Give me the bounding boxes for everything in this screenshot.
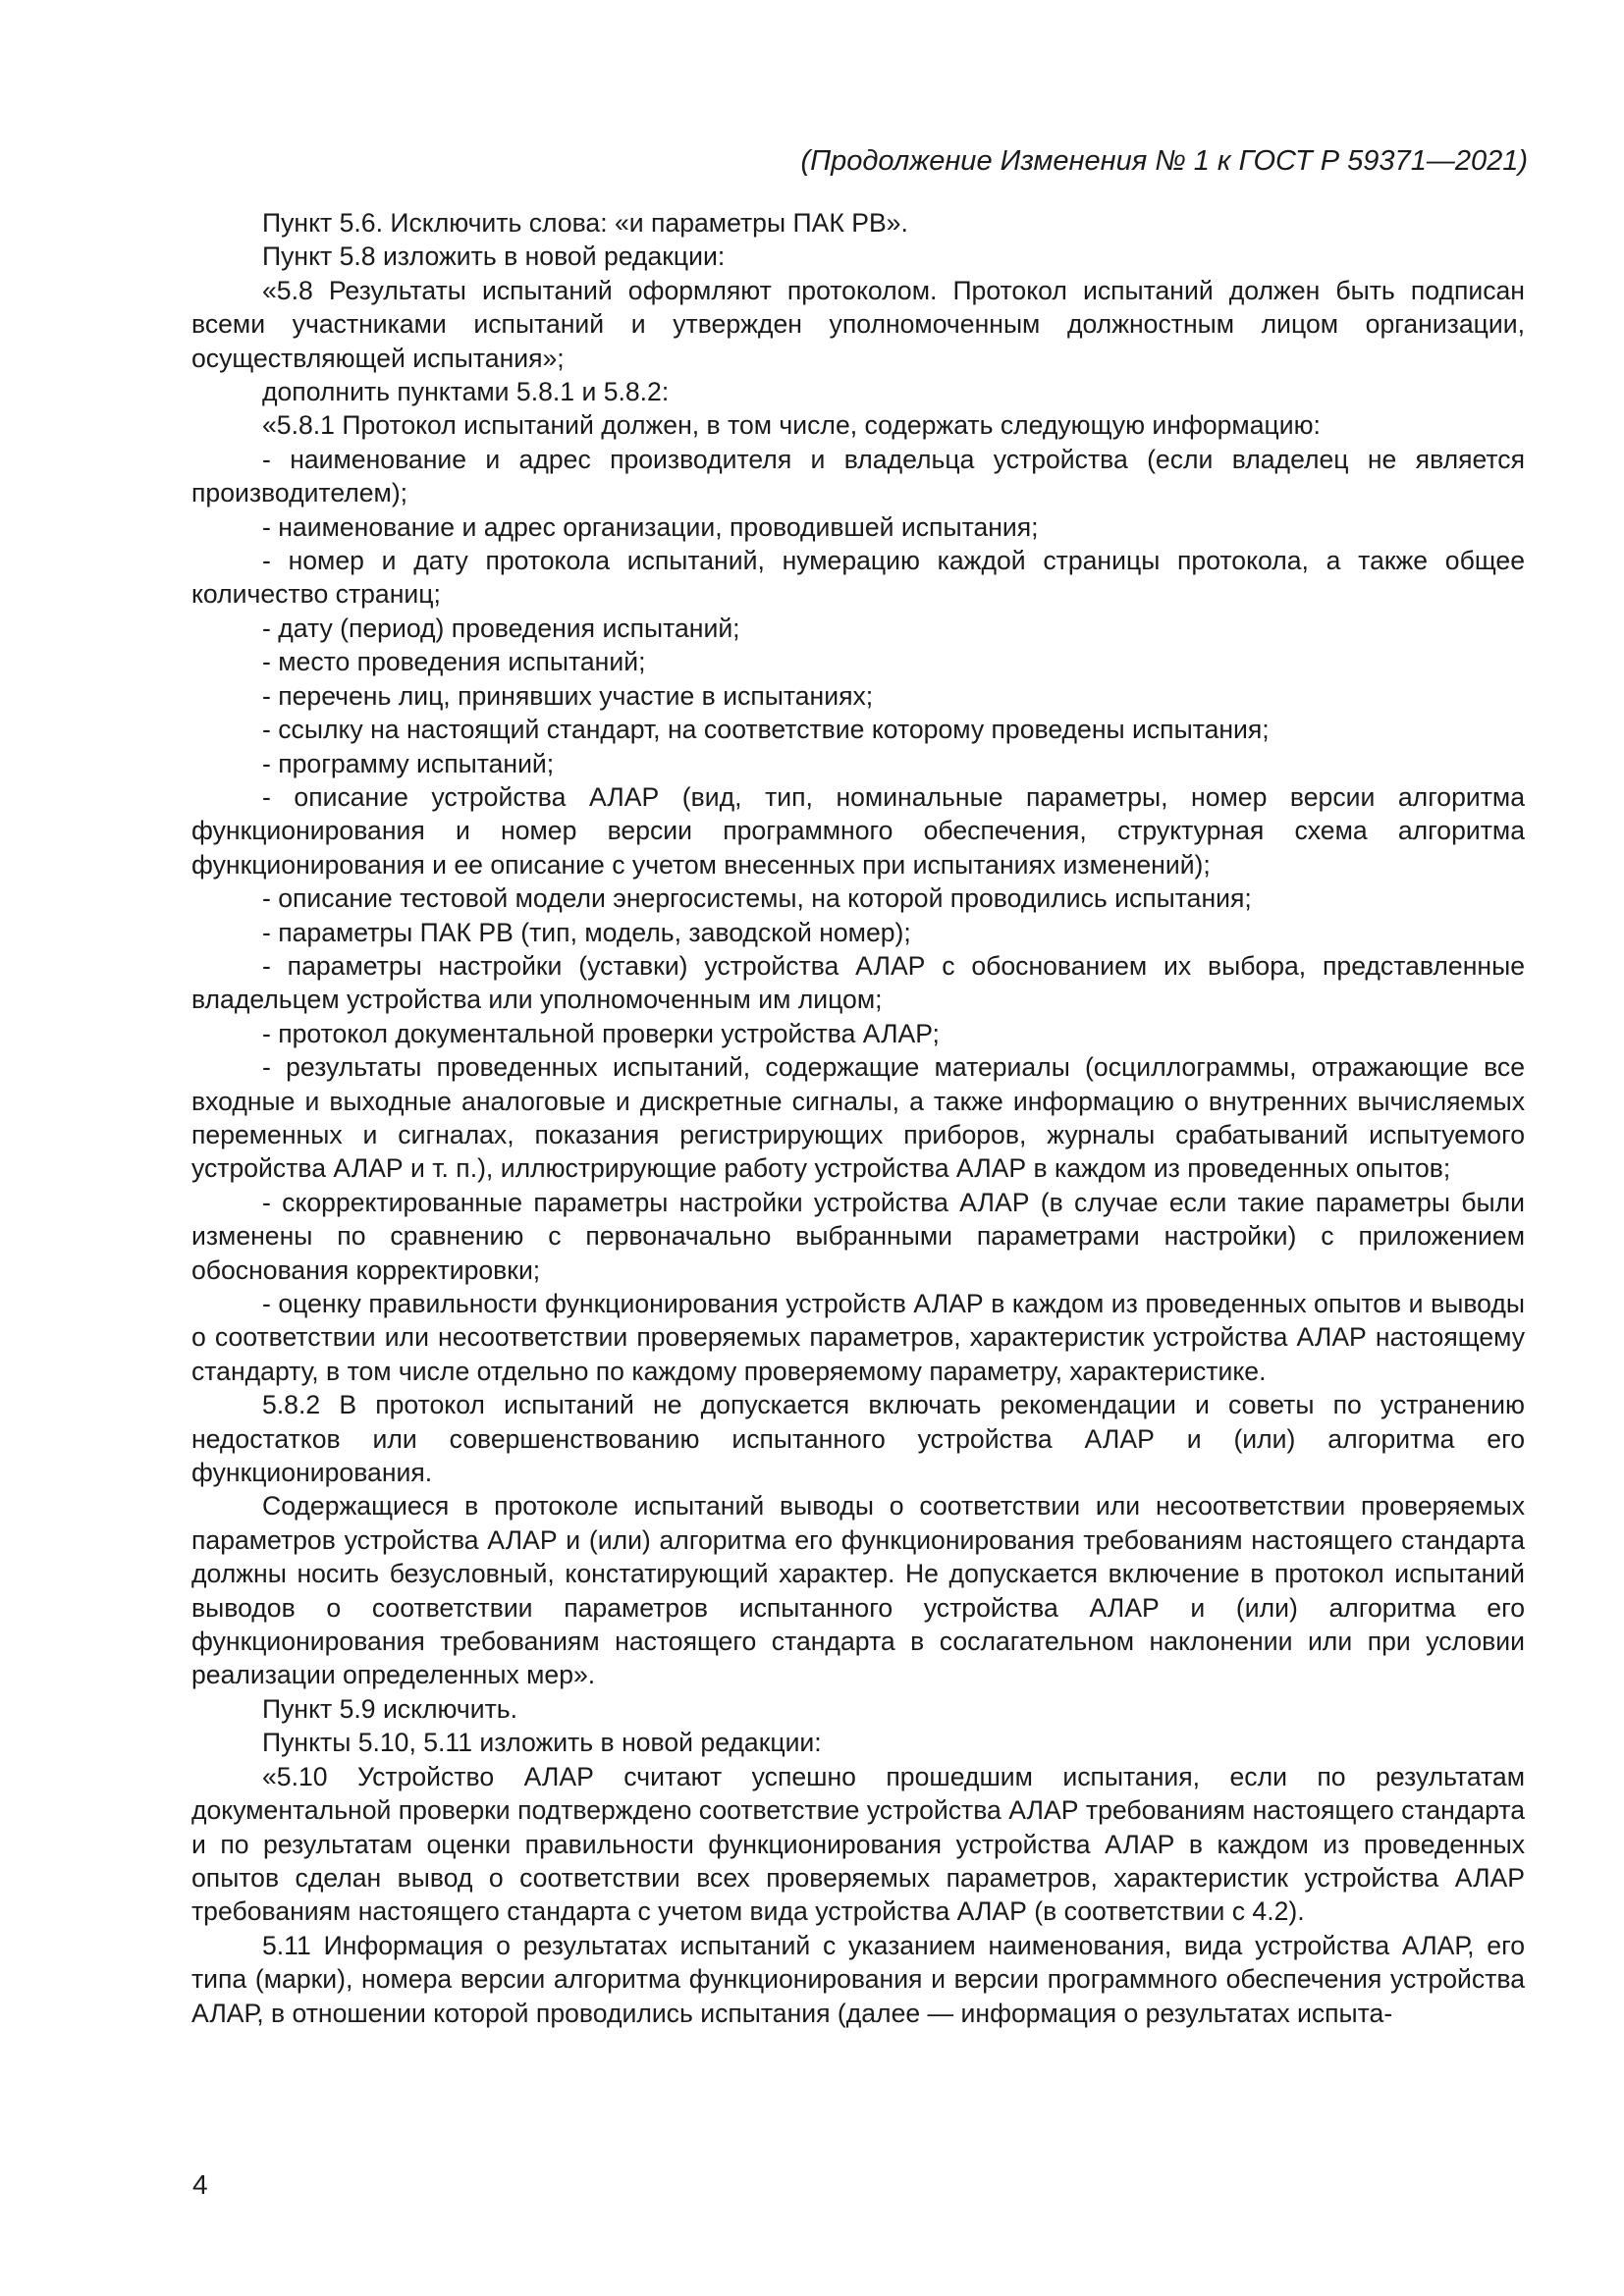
paragraph: Содержащиеся в протоколе испытаний выводы о соответствии или несоответствии проверяемых параметров устройства АЛАР и (или) алгоритма его функционирования требованиям настоящего стандарта должны носить безусловный, констатирующий характер. Не допускается включение в протокол испытаний выводов о соответствии параметров испытанного устройства АЛАР и (или) алгоритма его функционирования требованиям настоящего стандарта в сослагательном наклонении или при условии реализации определенных мер».	[191, 1491, 1525, 1690]
list-item: - параметры ПАК РВ (тип, модель, заводской номер);	[262, 917, 911, 947]
list-item: - описание устройства АЛАР (вид, тип, номинальные параметры, номер версии алгоритма функционирования и номер версии программного обеспечения, структурная схема алгоритма функционирования и ее описание с учетом внесенных при испытаниях изменений);	[191, 781, 1525, 880]
paragraph: Пункт 5.8 изложить в новой редакции:	[262, 241, 726, 272]
list-item: - скорректированные параметры настройки устройства АЛАР (в случае если такие параметры были изменены по сравнению с первоначально выбранными параметрами настройки) с приложением обоснования корректировки;	[191, 1187, 1525, 1285]
list-item: - место проведения испытаний;	[262, 647, 646, 677]
body-text	[191, 206, 1525, 2030]
paragraph: Пункт 5.6. Исключить слова: «и параметры ПАК РВ».	[262, 208, 908, 238]
list-item: - дату (период) проведения испытаний;	[262, 613, 740, 643]
list-item: - перечень лиц, принявших участие в испытаниях;	[262, 680, 874, 711]
list-item: - протокол документальной проверки устройства АЛАР;	[262, 1018, 940, 1048]
list-item: - номер и дату протокола испытаний, нумерацию каждой страницы протокола, а также общее количество страниц;	[191, 546, 1525, 610]
list-item: - результаты проведенных испытаний, содержащие материалы (осциллограммы, отражающие все входные и выходные аналоговые и дискретные сигналы, а также информацию о внутренних вычисляемых переменных и сигналах, показания регистрирующих приборов, журналы срабатываний испытуемого устройства АЛАР и т. п.), иллюстрирующие работу устройства АЛАР в каждом из проведенных опытов;	[191, 1052, 1525, 1184]
list-item: - наименование и адрес производителя и владельца устройства (если владелец не является производителем);	[191, 444, 1525, 508]
paragraph: дополнить пунктами 5.8.1 и 5.8.2:	[262, 377, 670, 407]
list-item: - описание тестовой модели энергосистемы, на которой проводились испытания;	[262, 883, 1252, 914]
paragraph: «5.8 Результаты испытаний оформляют протоколом. Протокол испытаний должен быть подписан всеми участниками испытаний и утвержден уполномоченным должностным лицом организации, осуществляющей испытания»;	[191, 275, 1525, 373]
list-item: - наименование и адрес организации, проводившей испытания;	[262, 511, 1039, 542]
list-item: - ссылку на настоящий стандарт, на соответствие которому проведены испытания;	[262, 715, 1270, 745]
list-item: - параметры настройки (уставки) устройства АЛАР с обоснованием их выбора, представленные владельцем устройства или уполномоченным им лицом;	[191, 950, 1525, 1015]
list-item: - программу испытаний;	[262, 748, 555, 778]
paragraph: «5.8.1 Протокол испытаний должен, в том числе, содержать следующую информацию:	[262, 410, 1321, 441]
paragraph: Пункт 5.9 исключить.	[262, 1693, 518, 1724]
page-number: 4	[192, 2169, 208, 2200]
list-item: - оценку правильности функционирования устройств АЛАР в каждом из проведенных опытов и выводы о соответствии или несоответствии проверяемых параметров, характеристик устройства АЛАР настоящему стандарту, в том числе отдельно по каждому проверяемому параметру, характеристике.	[191, 1289, 1525, 1386]
paragraph: 5.11 Информация о результатах испытаний с указанием наименования, вида устройства АЛАР, его типа (марки), номера версии алгоритма функционирования и версии программного обеспечения устройства АЛАР, в отношении которой проводились испытания (далее — информация о результатах испыта-	[191, 1930, 1525, 2028]
paragraph: Пункты 5.10, 5.11 изложить в новой редакции:	[262, 1728, 822, 1758]
paragraph: «5.10 Устройство АЛАР считают успешно прошедшим испытания, если по результатам документальной проверки подтверждено соответствие устройства АЛАР требованиям настоящего стандарта и по результатам оценки правильности функционирования устройства АЛАР в каждом из проведенных опытов сделан вывод о соответствии всех проверяемых параметров, характеристик устройства АЛАР требованиям настоящего стандарта с учетом вида устройства АЛАР (в соответствии с 4.2).	[191, 1761, 1525, 1927]
paragraph: 5.8.2 В протокол испытаний не допускается включать рекомендации и советы по устранению недостатков или совершенствованию испытанного устройства АЛАР и (или) алгоритма его функционирования.	[191, 1390, 1525, 1488]
running-header: (Продолжение Изменения № 1 к ГОСТ Р 59371—2021)	[800, 145, 1528, 177]
